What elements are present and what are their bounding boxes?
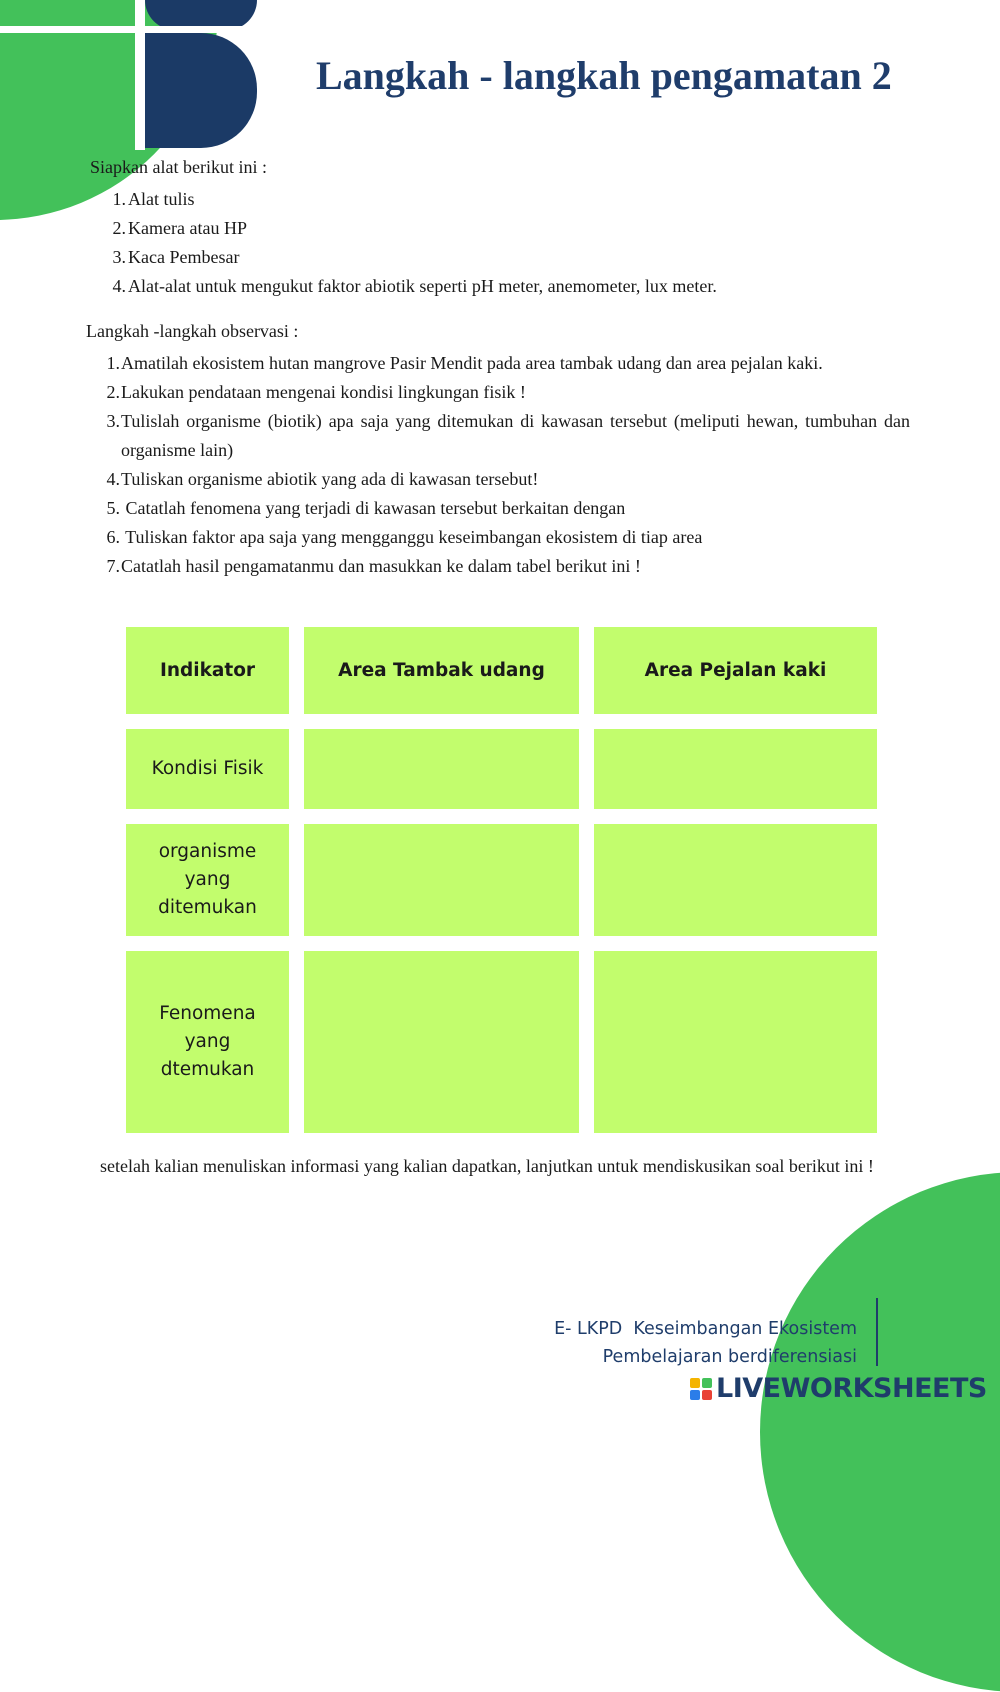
list-number: 1. (112, 189, 126, 209)
list-number: 1. (106, 353, 120, 373)
list-item (102, 465, 910, 494)
list-number: 4. (106, 469, 120, 489)
list-item (102, 494, 910, 523)
tools-list (106, 185, 717, 301)
list-text: Lakukan pendataan mengenai kondisi lingkungan fisik ! (121, 382, 526, 402)
table-cell-tambak[interactable] (304, 951, 579, 1133)
footer-divider (876, 1298, 878, 1366)
table-row-label: Kondisi Fisik (126, 729, 289, 809)
list-text: Alat-alat untuk mengukut faktor abiotik seperti pH meter, anemometer, lux meter. (128, 276, 717, 296)
list-item (106, 214, 717, 243)
list-text: Tulislah organisme (biotik) apa saja yang ditemukan di kawasan tersebut (meliputi hewan, tumbuhan dan organisme lain) (121, 411, 910, 460)
list-item (106, 243, 717, 272)
footer-title: E- LKPD Keseimbangan Ekosistem (554, 1319, 857, 1339)
decor-divider-vertical (135, 0, 145, 150)
list-item (102, 349, 910, 378)
list-number: 3. (112, 247, 126, 267)
list-item (102, 407, 910, 465)
list-text: Kamera atau HP (128, 218, 247, 238)
page-title: Langkah - langkah pengamatan 2 (316, 53, 892, 98)
list-item (102, 523, 910, 552)
list-text: Amatilah ekosistem hutan mangrove Pasir Mendit pada area tambak udang dan area pejalan kaki. (121, 353, 823, 373)
list-item (106, 272, 717, 301)
decor-navy-shape (145, 33, 257, 148)
list-number: 3. (106, 411, 120, 431)
table-cell-pejalan[interactable] (594, 824, 877, 936)
table-header-tambak: Area Tambak udang (304, 627, 579, 714)
table-row-label: Fenomena yang dtemukan (126, 951, 289, 1133)
list-item (106, 185, 717, 214)
steps-list (102, 349, 910, 581)
list-number: 2. (106, 382, 120, 402)
table-cell-tambak[interactable] (304, 824, 579, 936)
list-text: Alat tulis (128, 189, 195, 209)
list-text: Catatlah hasil pengamatanmu dan masukkan ke dalam tabel berikut ini ! (121, 556, 641, 576)
list-text: Kaca Pembesar (128, 247, 240, 267)
list-number: 2. (112, 218, 126, 238)
table-cell-pejalan[interactable] (594, 729, 877, 809)
table-cell-tambak[interactable] (304, 729, 579, 809)
list-number: 5. (106, 498, 120, 518)
list-text: Tuliskan faktor apa saja yang mengganggu keseimbangan ekosistem di tiap area (121, 527, 703, 547)
liveworksheets-logo[interactable] (690, 1373, 987, 1404)
steps-intro: Langkah -langkah observasi : (86, 321, 299, 341)
list-number: 7. (106, 556, 120, 576)
liveworksheets-wordmark: LIVEWORKSHEETS (716, 1373, 987, 1404)
list-text: Catatlah fenomena yang terjadi di kawasan tersebut berkaitan dengan (121, 498, 626, 518)
list-number: 6. (106, 527, 120, 547)
closing-text: setelah kalian menuliskan informasi yang kalian dapatkan, lanjutkan untuk mendiskusikan soal berikut ini ! (100, 1156, 874, 1176)
footer-subtitle: Pembelajaran berdiferensiasi (602, 1347, 857, 1367)
list-number: 4. (112, 276, 126, 296)
table-header-pejalan: Area Pejalan kaki (594, 627, 877, 714)
liveworksheets-icon (690, 1378, 712, 1400)
list-text: Tuliskan organisme abiotik yang ada di kawasan tersebut! (121, 469, 539, 489)
table-cell-pejalan[interactable] (594, 951, 877, 1133)
list-item (102, 552, 910, 581)
decor-green-circle-bottom (760, 1172, 1000, 1692)
table-row-label: organisme yang ditemukan (126, 824, 289, 936)
table-header-indikator: Indikator (126, 627, 289, 714)
list-item (102, 378, 910, 407)
tools-intro: Siapkan alat berikut ini : (90, 157, 267, 177)
